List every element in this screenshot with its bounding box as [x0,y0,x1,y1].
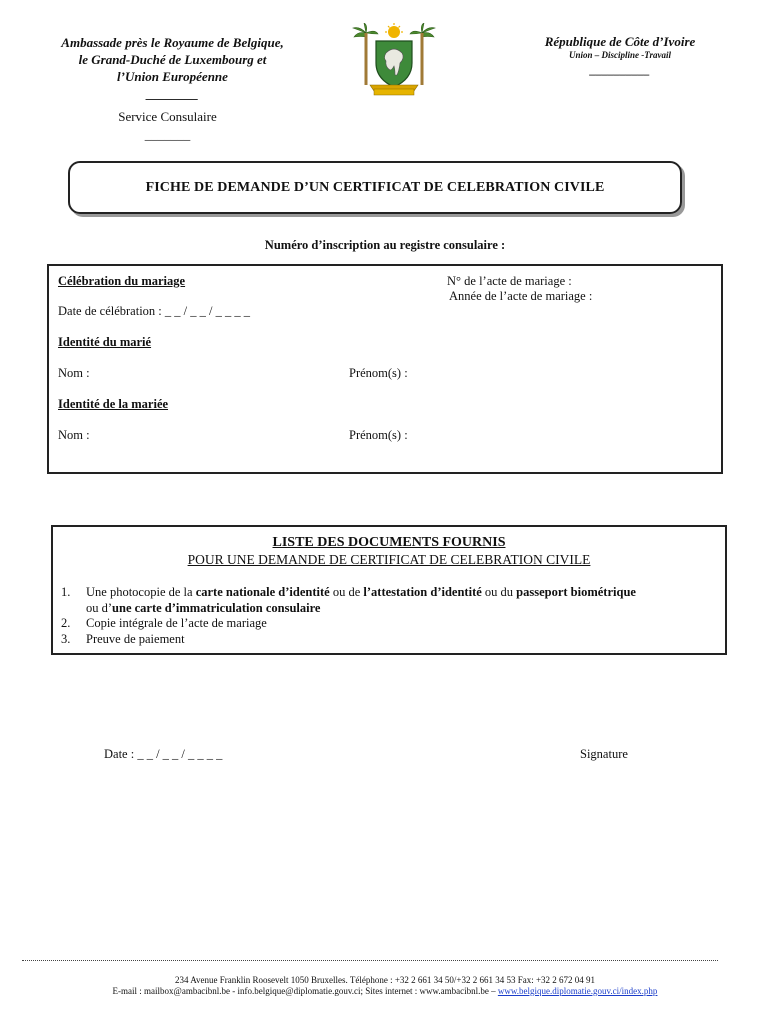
celebration-heading: Célébration du mariage [58,274,186,288]
bride-firstname-field[interactable]: Prénom(s) : [349,428,408,442]
list-item-text: Preuve de paiement [86,631,185,646]
list-item-text: ou du [481,585,517,599]
footer-contact: E-mail : mailbox@ambacibnl.be - info.belgique@diplomatie.gouv.ci; Sites internet : www.ambacibnl.be – [112,986,498,996]
list-item-text: ou d’ [86,600,113,615]
embassy-line-1: Ambassade près le Royaume de Belgique, [61,35,284,50]
signature-label: Signature [580,747,628,761]
documents-list [61,585,721,647]
list-item [61,632,721,648]
form-title: FICHE DE DEMANDE D’UN CERTIFICAT DE CELEBRATION CIVILE [145,179,605,195]
footer-divider [22,960,718,961]
bride-name-field[interactable]: Nom : [58,428,90,442]
footer-address: 234 Avenue Franklin Roosevelt 1050 Bruxelles. Téléphone : +32 2 661 34 50/+32 2 661 34 53 Fax: +32 2 672 04 91 [174,975,596,985]
list-item-emphasis: carte nationale d’identité [195,585,330,599]
list-item-emphasis: une carte d’immatriculation consulaire [112,600,321,615]
embassy-rule: ________ [146,86,199,101]
act-number-label: N° de l’acte de mariage : [447,274,572,288]
documents-subtitle: POUR UNE DEMANDE DE CERTIFICAT DE CELEBRATION CIVILE [187,552,591,567]
list-item-number: 1. [61,585,71,599]
list-item [61,585,721,616]
groom-name-field[interactable]: Nom : [58,366,90,380]
identity-section [47,264,723,474]
list-item-emphasis: passeport biométrique [516,585,636,599]
republic-rule: __________ [590,63,650,77]
consular-service [80,108,255,144]
service-rule: _______ [144,127,191,142]
list-item-number: 2. [61,616,71,630]
list-item-text: ou de [329,585,364,599]
coat-of-arms-icon [352,23,436,99]
list-item [61,616,721,632]
embassy-header [40,34,305,102]
footer-website-link[interactable]: www.belgique.diplomatie.gouv.ci/index.php [497,986,658,996]
service-label: Service Consulaire [118,109,217,124]
signature-date-field[interactable]: Date : _ _ / _ _ / _ _ _ _ [104,747,223,761]
groom-firstname-field[interactable]: Prénom(s) : [349,366,408,380]
form-title-box [68,161,682,214]
embassy-line-2: le Grand-Duché de Luxembourg et [78,52,267,67]
documents-section [51,525,727,655]
list-item-text: Copie intégrale de l’acte de mariage [86,616,267,630]
documents-title: LISTE DES DOCUMENTS FOURNIS [272,535,506,550]
list-item-emphasis: l’attestation d’identité [363,585,482,599]
footer [0,975,770,997]
bride-heading: Identité de la mariée [58,397,169,411]
groom-heading: Identité du marié [58,335,152,349]
celebration-date-field[interactable]: Date de célébration : _ _ / _ _ / _ _ _ _ [58,304,250,318]
list-item-text: Une photocopie de la [86,585,196,599]
republic-motto: Union – Discipline -Travail [569,50,671,60]
registration-number-label: Numéro d’inscription au registre consulaire : [264,238,506,252]
list-item-number: 3. [61,631,71,646]
act-year-label: Année de l’acte de mariage : [449,289,593,303]
embassy-line-3: l’Union Européenne [117,69,228,84]
republic-title: République de Côte d’Ivoire [544,34,696,49]
republic-header [520,33,720,77]
footer-contact-line [0,986,770,997]
